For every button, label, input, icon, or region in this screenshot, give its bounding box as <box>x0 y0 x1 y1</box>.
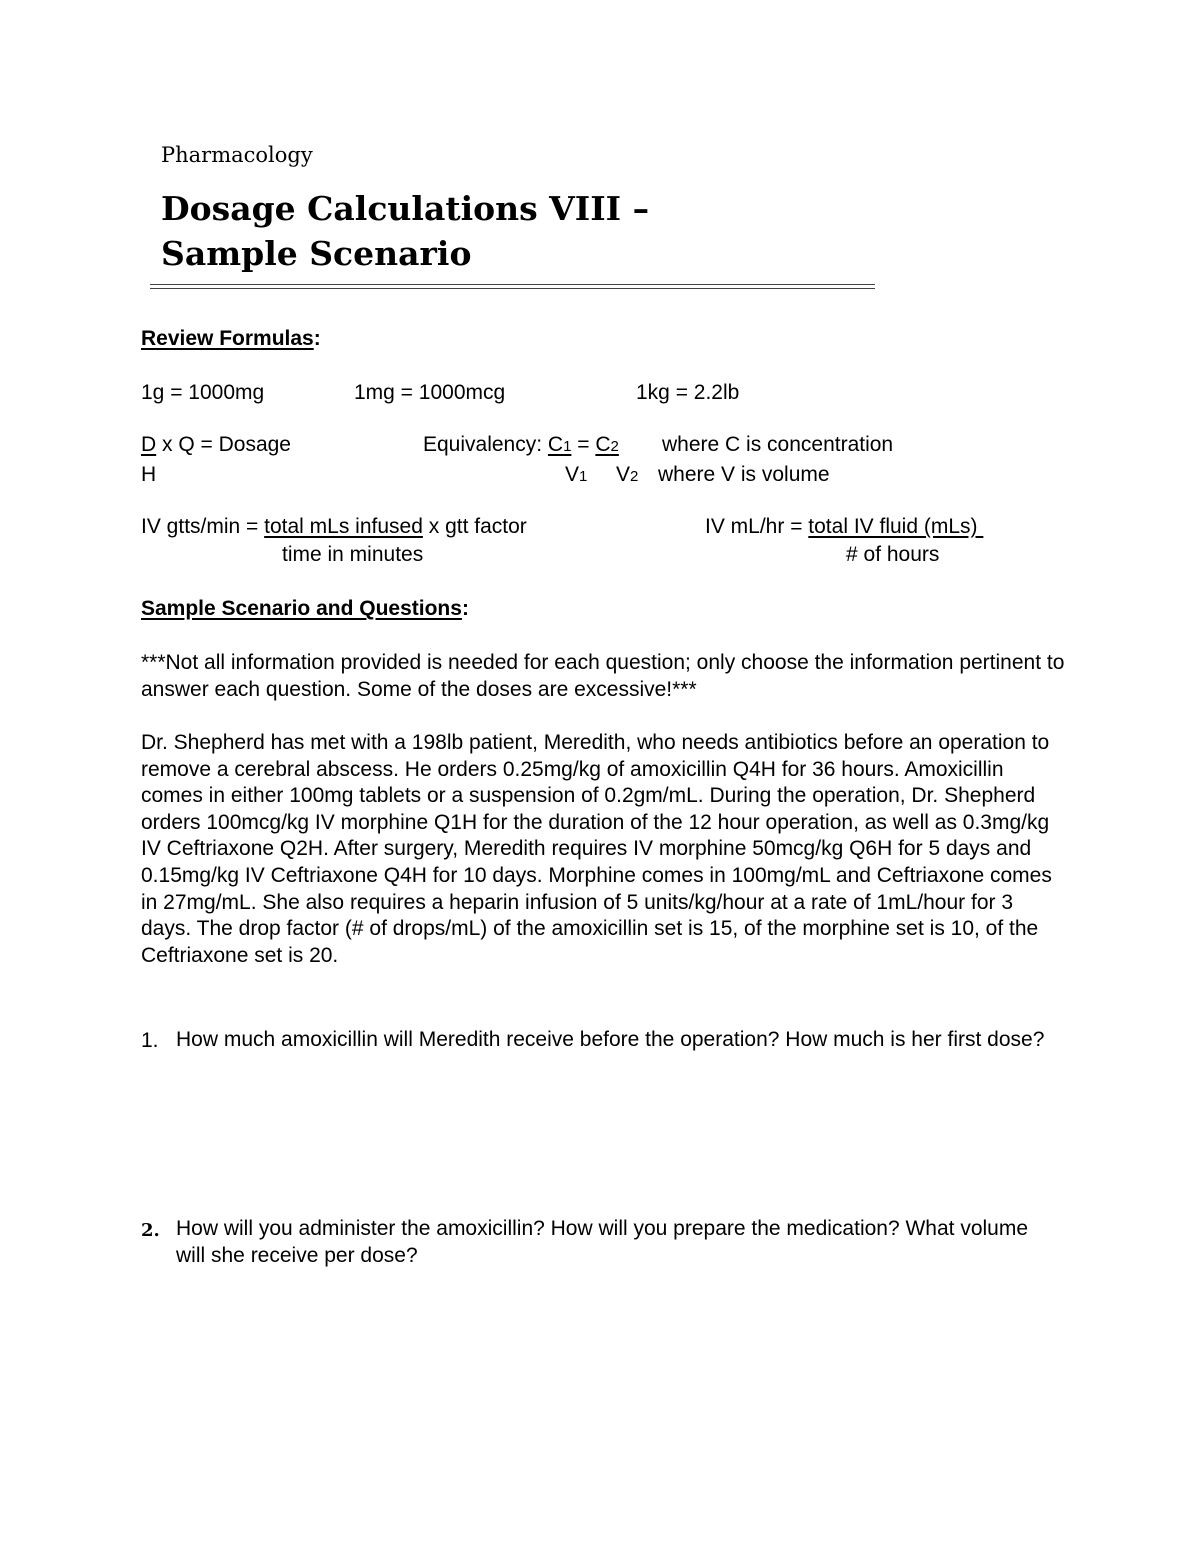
equivalency-c1: C1 <box>547 433 572 456</box>
equivalency-label: Equivalency: <box>423 433 548 456</box>
title-divider-top <box>150 284 875 285</box>
equivalency-formula <box>423 431 619 460</box>
equivalency-v1: V1 <box>565 463 588 486</box>
equivalency-v2: V2 <box>616 463 639 486</box>
iv-mlhr-formula <box>705 513 983 540</box>
scenario-heading <box>141 595 469 622</box>
iv-gtts-numerator: total mLs infused <box>264 515 423 538</box>
iv-gtts-lhs: IV gtts/min = <box>141 515 265 538</box>
scenario-heading-text: Sample Scenario and Questions <box>141 597 462 620</box>
question-1-text: How much amoxicillin will Meredith receive before the operation? How much is her first dose? <box>176 1028 1045 1051</box>
equivalency-c-note: where C is concentration <box>662 433 894 456</box>
iv-mlhr-numerator: total IV fluid (mLs) <box>808 515 984 538</box>
conversion-g-mg: 1g = 1000mg <box>141 381 265 404</box>
iv-mlhr-denominator: # of hours <box>846 543 940 566</box>
dosage-formula-d: D <box>141 433 157 456</box>
dosage-formula-rest: x Q = Dosage <box>156 433 291 456</box>
question-1-number: 1. <box>141 1029 159 1052</box>
iv-gtts-factor: x gtt factor <box>422 515 527 538</box>
iv-gtts-denominator: time in minutes <box>282 543 424 566</box>
course-label: Pharmacology <box>161 143 313 167</box>
conversion-kg-lb: 1kg = 2.2lb <box>636 381 740 404</box>
conversion-mg-mcg: 1mg = 1000mcg <box>354 381 506 404</box>
title-divider-bottom <box>150 288 875 289</box>
review-formulas-heading-text: Review Formulas <box>141 327 314 350</box>
iv-mlhr-lhs: IV mL/hr = <box>705 515 809 538</box>
equivalency-equals: = <box>571 433 596 456</box>
equivalency-c2: C2 <box>595 433 619 456</box>
question-2-text: How will you administer the amoxicillin? How will you prepare the medication? What volume will she receive per dose? <box>176 1217 1029 1267</box>
dosage-formula <box>141 431 291 458</box>
page-title-line1: Dosage Calculations VIII – <box>161 189 650 228</box>
dosage-formula-h: H <box>141 463 157 486</box>
review-formulas-colon: : <box>313 327 321 350</box>
scenario-note: ***Not all information provided is needed for each question; only choose the information pertinent to answer each question. Some of the doses are excessive!*** <box>141 651 1065 701</box>
scenario-body: Dr. Shepherd has met with a 198lb patient, Meredith, who needs antibiotics before an operation to remove a cerebral abscess. He orders 0.25mg/kg of amoxicillin Q4H for 36 hours. Amoxicillin comes in either 100mg tablets or a suspension of 0.2gm/mL. During the operation, Dr. Shepherd orders 100mcg/kg IV morphine Q1H for the duration of the 12 hour operation, as well as 0.3mg/kg IV Ceftriaxone Q2H. After surgery, Meredith requires IV morphine 50mcg/kg Q6H for 5 days and 0.15mg/kg IV Ceftriaxone Q4H for 10 days. Morphine comes in 100mg/mL and Ceftriaxone comes in 27mg/mL. She also requires a heparin infusion of 5 units/kg/hour at a rate of 1mL/hour for 3 days. The drop factor (# of drops/mL) of the amoxicillin set is 15, of the morphine set is 10, of the Ceftriaxone set is 20. <box>141 731 1052 967</box>
iv-gtts-formula <box>141 513 527 540</box>
scenario-heading-colon: : <box>461 597 469 620</box>
equivalency-v-note: where V is volume <box>658 463 830 486</box>
review-formulas-heading <box>141 325 321 352</box>
question-2-number: 2. <box>141 1220 160 1241</box>
page-title-line2: Sample Scenario <box>161 234 472 273</box>
